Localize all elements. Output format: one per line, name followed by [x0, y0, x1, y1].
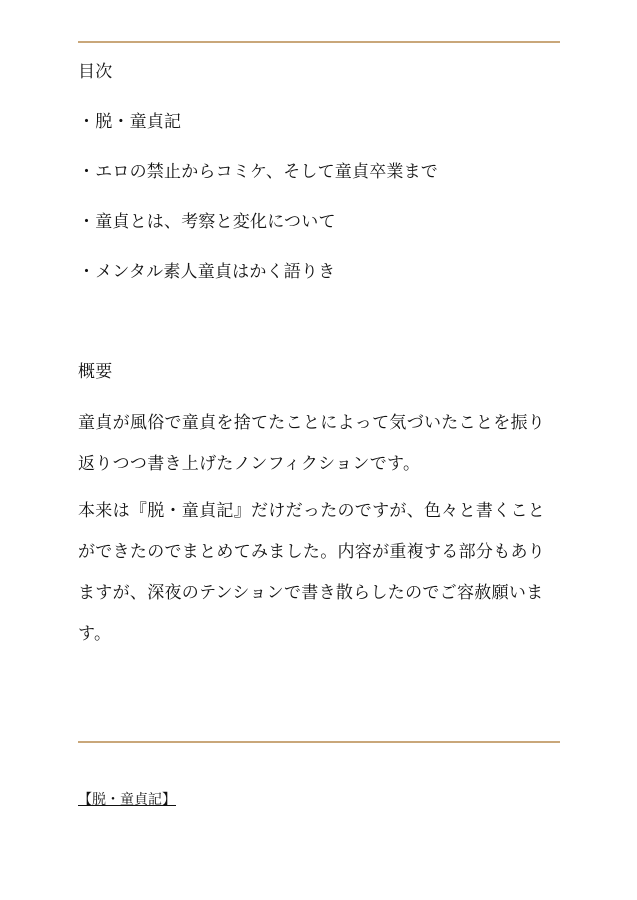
top-divider — [78, 41, 560, 43]
toc-item: ・童貞とは、考察と変化について — [78, 212, 336, 232]
toc-item: ・脱・童貞記 — [78, 112, 182, 132]
toc-item: ・エロの禁止からコミケ、そして童貞卒業まで — [78, 162, 439, 182]
bottom-divider — [78, 741, 560, 743]
summary-paragraph: 童貞が風俗で童貞を捨てたことによって気づいたことを振り返りつつ書き上げたノンフィクションです。 — [78, 413, 546, 474]
toc-item: ・メンタル素人童貞はかく語りき — [78, 262, 336, 282]
summary-heading: 概要 — [78, 362, 113, 382]
section-link-datsu-doteiki[interactable]: 【脱・童貞記】 — [78, 792, 176, 808]
toc-heading: 目次 — [78, 62, 113, 82]
summary-paragraph: 本来は『脱・童貞記』だけだったのですが、色々と書くことができたのでまとめてみました。内容が重複する部分もありますが、深夜のテンションで書き散らしたのでご容赦願います。 — [78, 501, 546, 644]
